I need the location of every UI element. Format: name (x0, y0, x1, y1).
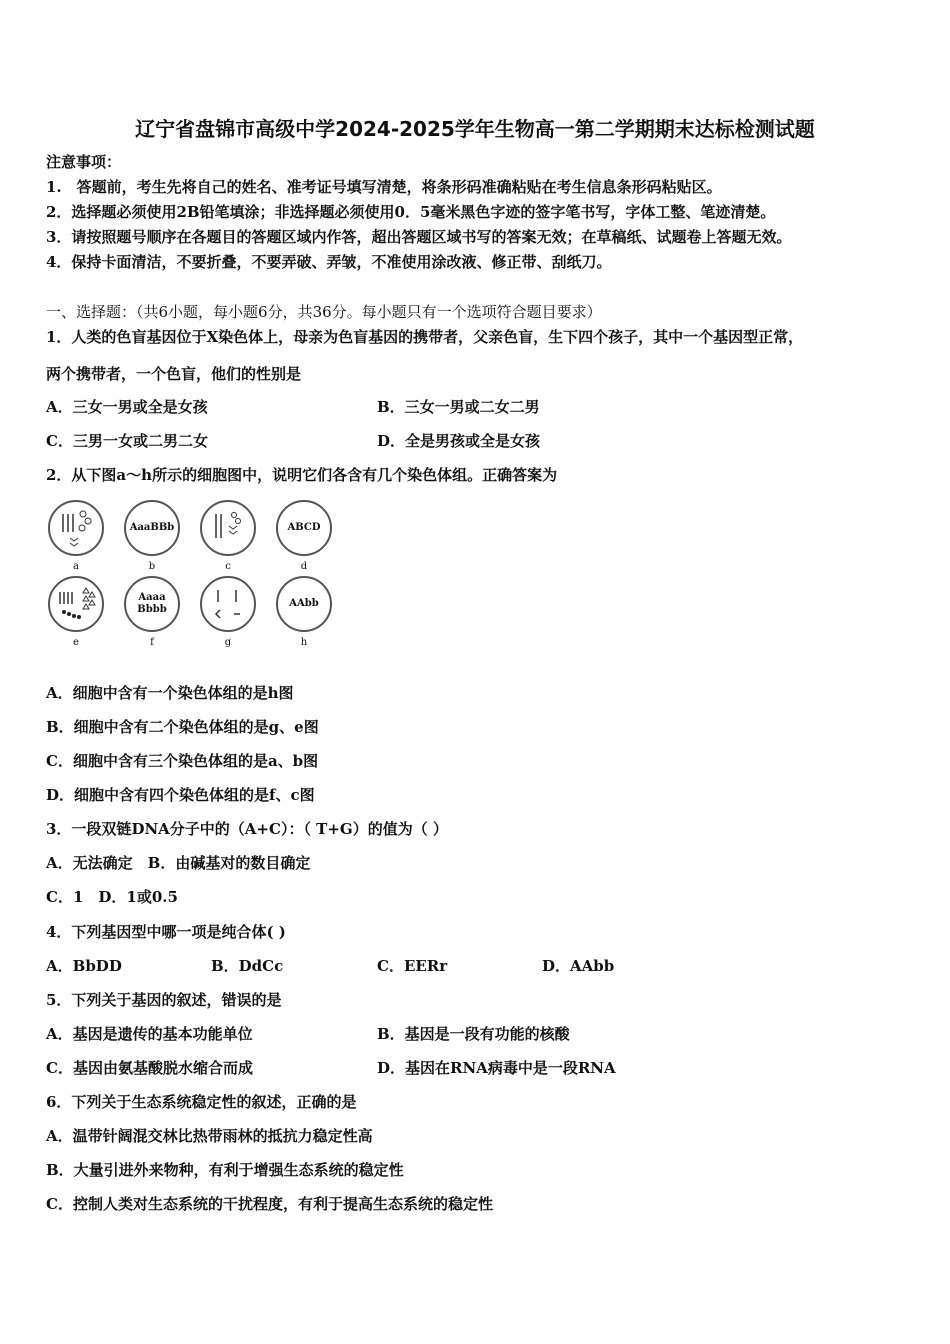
cell-label: h (300, 637, 308, 648)
q6-stem: 6．下列关于生态系统稳定性的叙述，正确的是 (46, 1093, 357, 1111)
cell-diagram-h (276, 576, 332, 632)
cell-label: c (225, 561, 231, 572)
notice-item: 1. 答题前，考生先将自己的姓名、准考证号填写清楚，将条形码准确粘贴在考生信息条形码粘贴区。 (46, 178, 722, 196)
q4-option-b: B．DdCc (211, 957, 284, 975)
cell-diagram-f (124, 576, 180, 632)
q5-option-b: B．基因是一段有功能的核酸 (377, 1025, 570, 1043)
cell-genotype: AaaBBb (129, 522, 175, 533)
q5-stem: 5．下列关于基因的叙述，错误的是 (46, 991, 282, 1009)
q5-option-a: A．基因是遗传的基本功能单位 (46, 1025, 253, 1043)
cell-diagram-d (276, 500, 332, 556)
notice-item: 3．请按照题号顺序在各题目的答题区域内作答，超出答题区域书写的答案无效；在草稿纸、试题卷上答题无效。 (46, 228, 792, 246)
cell-diagram-c (200, 500, 256, 556)
cell-label: g (224, 637, 232, 648)
notice-item: 2．选择题必须使用2B铅笔填涂；非选择题必须使用0．5毫米黑色字迹的签字笔书写，字体工整、笔迹清楚。 (46, 203, 776, 221)
cell-genotype: ABCD (287, 522, 321, 533)
q1-stem: 1．人类的色盲基因位于X染色体上，母亲为色盲基因的携带者，父亲色盲，生下四个孩子，其中一个基因型正常， (46, 328, 804, 346)
q3-options-ab: A．无法确定 B．由碱基对的数目确定 (46, 854, 311, 872)
cell-label: f (150, 637, 154, 648)
section-heading: 一、选择题：（共6小题，每小题6分，共36分。每小题只有一个选项符合题目要求） (46, 303, 602, 321)
q1-option-c: C．三男一女或二男二女 (46, 432, 208, 450)
notice-heading: 注意事项： (46, 153, 122, 171)
q6-option-b: B．大量引进外来物种，有利于增强生态系统的稳定性 (46, 1161, 404, 1179)
q4-option-c: C．EERr (377, 957, 448, 975)
q6-option-c: C．控制人类对生态系统的干扰程度，有利于提高生态系统的稳定性 (46, 1195, 493, 1213)
q3-options-cd: C．1 D．1或0.5 (46, 888, 178, 906)
q1-option-a: A．三女一男或全是女孩 (46, 398, 208, 416)
q2-stem: 2．从下图a～h所示的细胞图中，说明它们各含有几个染色体组。正确答案为 (46, 466, 558, 484)
q4-option-a: A．BbDD (46, 957, 122, 975)
q4-stem: 4．下列基因型中哪一项是纯合体( ) (46, 923, 286, 941)
q2-option-d: D．细胞中含有四个染色体组的是f、c图 (46, 786, 315, 804)
cell-diagram-g (200, 576, 256, 632)
notice-item: 4．保持卡面清洁，不要折叠，不要弄破、弄皱，不准使用涂改液、修正带、刮纸刀。 (46, 253, 612, 271)
cell-diagram-a (48, 500, 104, 556)
q5-option-c: C．基因由氨基酸脱水缩合而成 (46, 1059, 253, 1077)
q4-option-d: D．AAbb (542, 957, 615, 975)
cell-diagram-b (124, 500, 180, 556)
cell-label: b (148, 561, 156, 572)
q2-option-c: C．细胞中含有三个染色体组的是a、b图 (46, 752, 319, 770)
q1-stem-cont: 两个携带者，一个色盲，他们的性别是 (46, 365, 302, 383)
cell-diagram-e (48, 576, 104, 632)
cell-label: d (300, 561, 308, 572)
cell-genotype: AAbb (289, 598, 319, 609)
q6-option-a: A．温带针阔混交林比热带雨林的抵抗力稳定性高 (46, 1127, 373, 1145)
q1-option-d: D．全是男孩或全是女孩 (377, 432, 541, 450)
q3-stem: 3．一段双链DNA分子中的（A+C）：（ T+G）的值为（ ） (46, 820, 448, 838)
q2-option-b: B．细胞中含有二个染色体组的是g、e图 (46, 718, 319, 736)
cell-label: a (73, 561, 79, 572)
cell-genotype: Aaaa Bbbb (137, 592, 167, 615)
q5-option-d: D．基因在RNA病毒中是一段RNA (377, 1059, 616, 1077)
q1-option-b: B．三女一男或二女二男 (377, 398, 540, 416)
q2-option-a: A．细胞中含有一个染色体组的是h图 (46, 684, 294, 702)
cell-label: e (73, 637, 79, 648)
page-title: 辽宁省盘锦市高级中学2024-2025学年生物高一第二学期期末达标检测试题 (135, 117, 815, 141)
